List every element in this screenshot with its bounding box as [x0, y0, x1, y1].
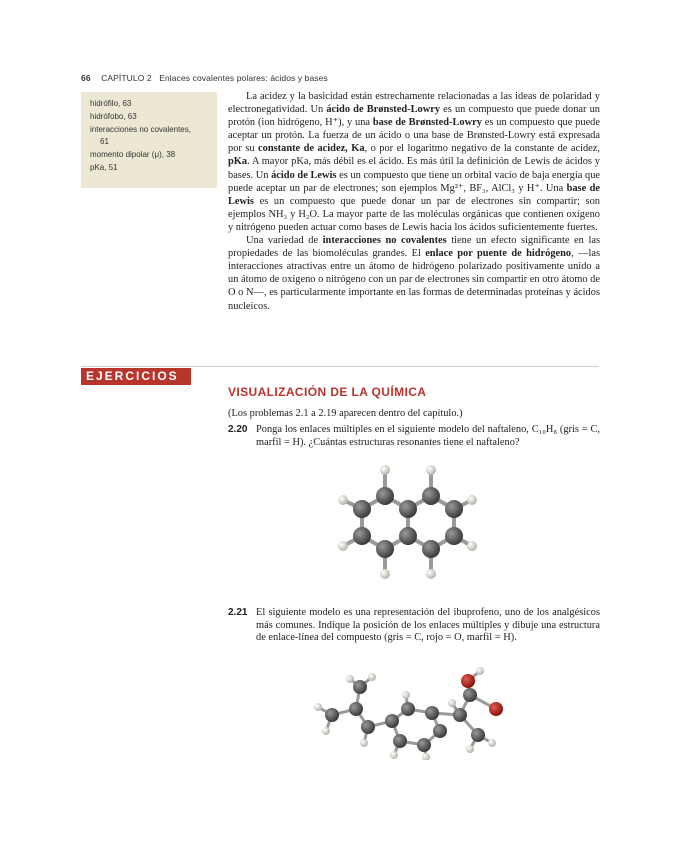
hydrogen-atom [426, 465, 436, 475]
glossary-item: momento dipolar (μ), 38 [90, 150, 176, 160]
hydrogen-atom [380, 465, 390, 475]
hydrogen-atom [380, 569, 390, 579]
glossary-item: pKa, 51 [90, 162, 118, 172]
problem-number: 2.21 [228, 607, 248, 618]
carbon-atom [353, 500, 371, 518]
summary-text [228, 90, 600, 313]
page-number: 66 [81, 73, 91, 83]
glossary-item: hidrófobo, 63 [90, 111, 137, 121]
paragraph-noncovalent: Una variedad de interacciones no covalentes tiene un efecto significante en las propiedades de las biomoléculas grandes. El enlace por puente de hidrógeno, —las interacciones atractivas entre un átomo de hidrógeno polarizado positivamente unido a un átomo de oxígeno o nitrógeno con un par de electrones sin compartir en otro átomo de O o N—, es particularmente importante en las formas de determinadas proteínas y ácidos nucleicos. [228, 235, 601, 312]
carbon-atom [445, 527, 463, 545]
paragraph-acids-bases: La acidez y la basicidad están estrechamente relacionadas a las ideas de polaridad y electronegatividad. Un ácido de Brønsted-Lowry es un compuesto que puede donar un protón (ion hidrógeno, H⁺), y una base de Brønsted-Lowry es un compuesto que puede aceptar un protón. La fuerza de un ácido o una base de Brønsted-Lowry está expresada por su constante de acidez, Ka, o por el logaritmo negativo de la constante de acidez, pKa. A mayor pKa, más débil es el ácido. Es más útil la definición de Lewis de ácidos y bases. Un ácido de Lewis es un compuesto que tiene un orbital vacío de baja energía que puede aceptar un par de electrones; son ejemplos Mg²⁺, BF₃, AlCl₃ y H⁺. Una base de Lewis es un compuesto que puede donar un par de electrones sin compartir; son ejemplos NH₃ y H₂O. La mayor parte de las moléculas orgánicas que contienen oxígeno y nitrógeno pueden actuar como bases de Lewis hacia los ácidos suficientemente fuertes. [228, 91, 601, 233]
carbon-atom [353, 527, 371, 545]
carbon-atom [376, 540, 394, 558]
glossary-box [81, 92, 217, 188]
hydrogen-atom [426, 569, 436, 579]
hydrogen-atom [338, 541, 348, 551]
exercises-label: EJERCICIOS [81, 368, 191, 385]
hydrogen-atom [338, 495, 348, 505]
problem-text: El siguiente modelo es una representación del ibuprofeno, uno de los analgésicos más comunes. Indique la posición de los enlaces múltiples y dibuje una estructura de enlace-línea del compuesto (gris = C, rojo = O, marfil = H). [256, 607, 600, 644]
glossary-item: interacciones no covalentes, [90, 124, 191, 134]
chapter-title: Enlaces covalentes polares: ácidos y bases [159, 73, 328, 83]
hydrogen-atom [467, 495, 477, 505]
carbon-atom [399, 500, 417, 518]
carbon-atom [422, 540, 440, 558]
problem-2-20 [228, 424, 600, 449]
problem-text: Ponga los enlaces múltiples en el siguiente modelo del naftaleno, C₁₀H₈ (gris = C, marfil = H). ¿Cuántas estructuras resonantes tiene el naftaleno? [256, 424, 600, 448]
hydrogen-atom [467, 541, 477, 551]
section-divider [81, 366, 599, 367]
glossary-item: hidrófilo, 63 [90, 99, 132, 108]
carbon-atom [376, 487, 394, 505]
ibuprofen-model [310, 665, 530, 760]
glossary-item: 61 [100, 137, 109, 147]
chapter-label: CAPÍTULO 2 [101, 73, 152, 83]
section-title: VISUALIZACIÓN DE LA QUÍMICA [228, 385, 427, 399]
naphthalene-model [330, 458, 480, 588]
problems-note: (Los problemas 2.1 a 2.19 aparecen dentro del capítulo.) [228, 408, 463, 419]
carbon-atom [445, 500, 463, 518]
problem-2-21 [228, 607, 600, 645]
carbon-atom [399, 527, 417, 545]
carbon-atom [422, 487, 440, 505]
running-header [81, 73, 328, 83]
problem-number: 2.20 [228, 424, 248, 435]
